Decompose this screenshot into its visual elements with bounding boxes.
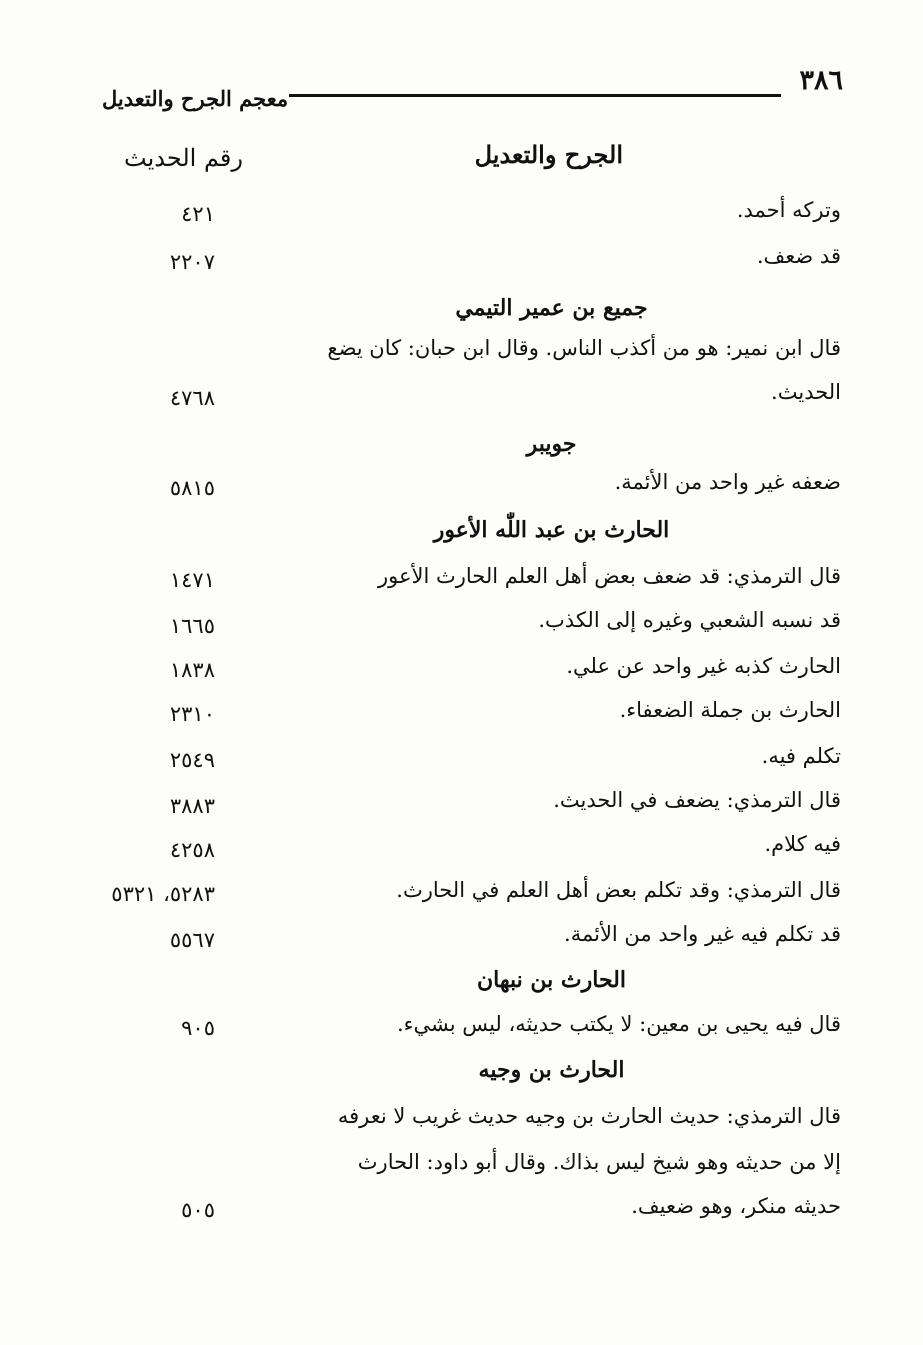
- hadith-number: ٩٠٥: [181, 1016, 215, 1040]
- entry-text: قد ضعف.: [756, 244, 841, 268]
- hadith-number: ٢٢٠٧: [169, 250, 215, 274]
- hadith-number: ٢٥٤٩: [169, 748, 215, 772]
- running-title: معجم الجرح والتعديل: [102, 86, 289, 111]
- hadith-number: ٥٢٨٣، ٥٣٢١: [111, 882, 215, 906]
- hadith-number: ٤٢١: [181, 202, 215, 226]
- entry-text: قال الترمذي: يضعف في الحديث.: [553, 788, 841, 812]
- entry-text: الحديث.: [771, 380, 841, 404]
- column-heading-hadith-number: رقم الحديث: [124, 144, 243, 172]
- header-rule: [289, 94, 781, 97]
- entry-text: قال ابن نمير: هو من أكذب الناس. وقال ابن حبان: كان يضع: [327, 336, 841, 360]
- hadith-number: ١٦٦٥: [169, 614, 215, 638]
- entry-text: حديثه منكر، وهو ضعيف.: [631, 1194, 841, 1218]
- entry-text: فيه كلام.: [764, 832, 841, 856]
- entry-text: تكلم فيه.: [761, 744, 841, 768]
- hadith-number: ٣٨٨٣: [169, 794, 215, 818]
- hadith-number: ١٨٣٨: [169, 658, 215, 682]
- hadith-number: ٤٢٥٨: [169, 838, 215, 862]
- hadith-number: ٢٣١٠: [169, 702, 215, 726]
- narrator-name: الحارث بن عبد اللّٰه الأعور: [433, 517, 670, 543]
- narrator-name: جويبر: [526, 431, 577, 457]
- entry-text: الحارث بن جملة الضعفاء.: [619, 698, 841, 722]
- page-number: ٣٨٦: [799, 65, 843, 96]
- entry-text: ضعفه غير واحد من الأئمة.: [614, 470, 841, 494]
- hadith-number: ٥٥٦٧: [169, 928, 215, 952]
- narrator-name: الحارث بن وجيه: [478, 1057, 625, 1083]
- entry-text: إلا من حديثه وهو شيخ ليس بذاك. وقال أبو داود: الحارث: [357, 1150, 841, 1174]
- entry-text: قال الترمذي: وقد تكلم بعض أهل العلم في الحارث.: [396, 878, 841, 902]
- hadith-number: ١٤٧١: [169, 568, 215, 592]
- entry-text: الحارث كذبه غير واحد عن علي.: [566, 654, 841, 678]
- entry-text: قال الترمذي: حديث الحارث بن وجيه حديث غريب لا نعرفه: [337, 1104, 841, 1128]
- hadith-number: ٤٧٦٨: [169, 386, 215, 410]
- entry-text: قال الترمذي: قد ضعف بعض أهل العلم الحارث الأعور: [377, 564, 841, 588]
- hadith-number: ٥٨١٥: [169, 476, 215, 500]
- entry-text: قد تكلم فيه غير واحد من الأئمة.: [564, 922, 841, 946]
- entry-text: قال فيه يحيى بن معين: لا يكتب حديثه، ليس بشيء.: [397, 1012, 841, 1036]
- narrator-name: الحارث بن نبهان: [476, 967, 626, 993]
- column-heading-jarh-tadil: الجرح والتعديل: [474, 140, 623, 169]
- entry-text: وتركه أحمد.: [736, 198, 841, 222]
- narrator-name: جميع بن عمير التيمي: [455, 295, 648, 321]
- hadith-number: ٥٠٥: [181, 1198, 215, 1222]
- entry-text: قد نسبه الشعبي وغيره إلى الكذب.: [538, 608, 841, 632]
